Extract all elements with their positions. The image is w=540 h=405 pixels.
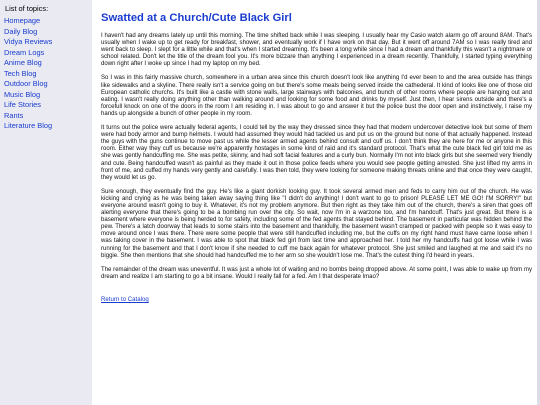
sidebar-item-literature-blog[interactable]: Literature Blog <box>4 121 53 130</box>
sidebar-item-homepage[interactable]: Homepage <box>4 16 41 25</box>
post-title: Swatted at a Church/Cute Black Girl <box>101 12 292 24</box>
post-paragraph: Sure enough, they eventually find the guy. He's like a giant dorkish looking guy. It took several armed men and feds to carry him out of the church. He was kicking and crying as he was being taken away saying thing like "I didn't do anything! I don't want to go to prison! PLEASE LET ME GO! I'M SORRY!" but everyone around wasn't going to buy it. Whatever, it's not my problem anymore. But then right as they take him out of the church, there's a siren that goes off alerting everyone that there's going to be a bombing run over the city. So wait, now I'm in a warzone too, and I'm handcuff. That's just great. But there is a basement where everyone is being herded to for safety, including some of the fed agents that stayed behind. The basement in particular was hidden behind the pew. There's a latch doorway that leads to some stairs into the basement and thankfully, the basement wasn't cramped or packed with people so it was easy to move around once I was there. There were some people that were still handcuffed including me, but the cuffs on my right hand must have came loose when I was taking cover in the basement. I was able to spot that black fed girl from last time and approached her. I told her my handcuffs had got loose while I was running for the basement and that I don't know if she needed to cuff me back again for whatever protocol. She just smiled and laughed at me and said it's no biggie. She then mentions that she should had handcuffed me to her arm so she wouldn't lose me. That's the cutest thing I'd heard in years. <box>101 188 532 259</box>
sidebar-item-music-blog[interactable]: Music Blog <box>4 89 41 99</box>
sidebar-item-outdoor-blog[interactable]: Outdoor Blog <box>4 79 48 88</box>
sidebar-item-rants[interactable]: Rants <box>4 110 24 120</box>
post-paragraph: It turns out the police were actually federal agents, I could tell by the way they dressed since they had that modern undercover detective look but some of them were had body armor and bump helmets. I would had assumed they would had tackled us and put us on the ground but none of that actually happened. Instead the guys with the guns continue to move past us while the lesser armed agents behind consult and cuff us. I don't think they are here for me or anyone in this room. Either way they cuff us because we're apparently hostages in some kind of raid and it's standard protocol. That's what the cute black fed girl told me as she was gently handcuffing me. She was petite, skinny, and had soft facial features and a curly bun. Normally I'm not into black girls but she seemed very friendly and cute. Being handcuffed wasn't as painful as they made it out in those police feeds where you would see people getting arrested. She just lifted my arms in front of me, and cuffed my hands very gently and carefully. I was then told, they were looking for someone making threats online and that once they were caught, they would let us go. <box>101 125 532 181</box>
sidebar-item-daily-blog[interactable]: Daily Blog <box>4 26 38 36</box>
sidebar-item-life-stories[interactable]: Life Stories <box>4 100 41 109</box>
return-to-catalog-link[interactable]: Return to Catalog <box>101 295 149 303</box>
post-paragraph: I haven't had any dreams lately up until this morning. The time shifted back while I was sleeping. I usually hear my Casio watch alarm go off around 8AM. That's usually when I wake up to get ready for breakfast, shower, and eventually work if I have work on that day. But it went off around 7AM so I was really tired and went back to sleep. I slept for a little while and that's when I started dreaming. It's been a long while since I had a dream and thankfully this wasn't a nightmare or school related. Don't let the title of the dream fool you. It's more bizzare than anything I experienced in a dream recently. Thankfully, I started typing everything down right after I woke up since I had my laptop on my bed. <box>101 33 532 68</box>
topic-list <box>4 17 90 133</box>
sidebar-heading: List of topics: <box>5 4 49 13</box>
sidebar-item-anime-blog[interactable]: Anime Blog <box>4 58 42 67</box>
sidebar-item-vidya-reviews[interactable]: Vidya Reviews <box>4 37 53 46</box>
sidebar-item-tech-blog[interactable]: Tech Blog <box>4 68 37 78</box>
post-paragraph: So I was in this fairly massive church, somewhere in a urban area since this church doesn't look like anything I'd ever been to and the area outside has things like sidewalks and a skyline. There really isn't a service going on but there's some meals being served inside the cathederal. It kind of looks like one of those old European catholic churchs. It's built like a castle with stone walls, large stairways with balconies, and bunch of other rooms where people are hanging out and eating. I wasn't really doing anything other than walking around and looking for some food and drinks by myself. Just then, I hear sirens outside and there's a forcefull knock on one of the doors in the room I am residing in. I was about to go and answer it but the police bust the door open and instinctively, I raise my hands up alongside a bunch of other people in my room. <box>101 75 532 117</box>
post-paragraph: The remainder of the dream was uneventful. It was just a whole lot of waiting and no bombs being dropped above. At some point, I was able to wake up from my dream and realize I am starting to go a bit insane. Would I really fall for a fed. Am I that desperate lmao? <box>101 266 532 280</box>
sidebar <box>0 0 92 405</box>
content-area <box>92 0 540 405</box>
sidebar-item-dream-logs[interactable]: Dream Logs <box>4 47 45 57</box>
